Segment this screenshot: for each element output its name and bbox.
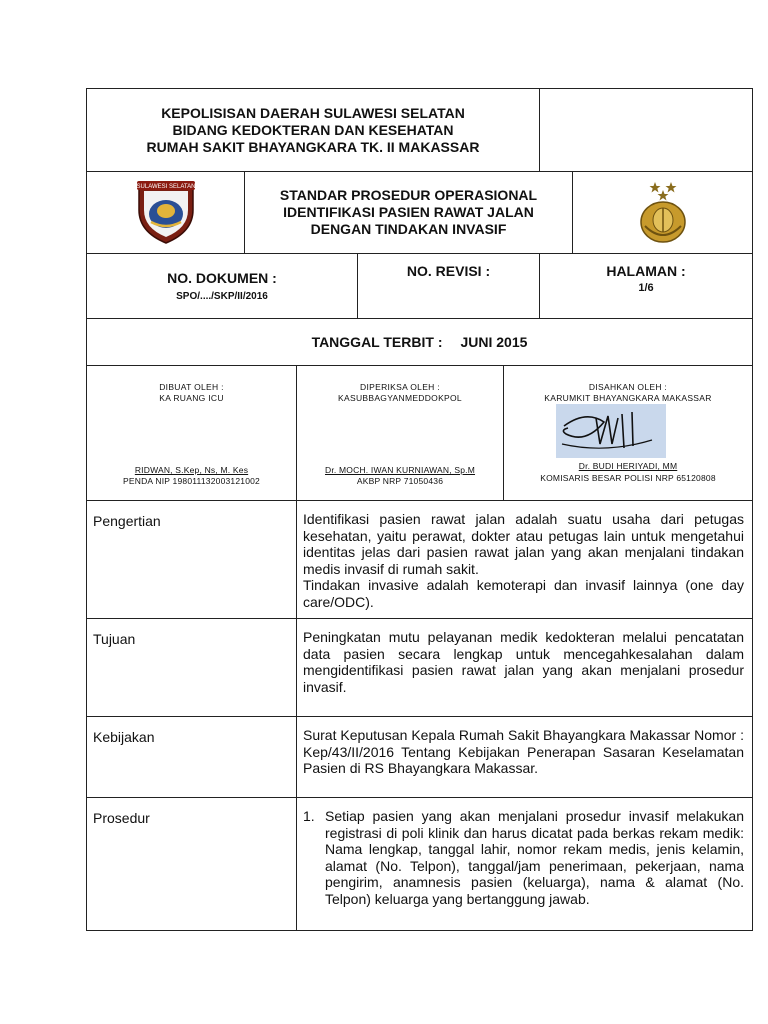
tanggal-label: TANGGAL TERBIT : — [311, 333, 443, 350]
sop-title-line-2: IDENTIFIKASI PASIEN RAWAT JALAN — [283, 204, 534, 220]
dibuat-id: PENDA NIP 198011132003121002 — [123, 476, 260, 486]
pengertian-text-2: Tindakan invasive adalah kemoterapi dan invasif lainnya (one day care/ODC). — [303, 577, 744, 610]
sop-title-line-1: STANDAR PROSEDUR OPERASIONAL — [279, 187, 538, 203]
prosedur-item-number: 1. — [303, 808, 315, 824]
diperiksa-id: AKBP NRP 71050436 — [356, 476, 444, 486]
dibuat-name: RIDWAN, S.Kep, Ns, M. Kes — [134, 465, 249, 475]
pengertian-label-cell — [86, 500, 297, 619]
org-header-cell — [86, 88, 540, 172]
tanggal-terbit-cell — [86, 318, 753, 366]
dibuat-label: DIBUAT OLEH : — [159, 382, 224, 392]
tujuan-label: Tujuan — [93, 631, 136, 647]
prosedur-list-item — [303, 808, 744, 907]
tanggal-value: JUNI 2015 — [460, 333, 528, 350]
disahkan-id: KOMISARIS BESAR POLISI NRP 65120808 — [540, 473, 716, 483]
pengertian-label: Pengertian — [93, 513, 161, 529]
kebijakan-content-cell — [296, 716, 753, 798]
no-revisi-label: NO. REVISI : — [406, 263, 491, 279]
kebijakan-text: Surat Keputusan Kepala Rumah Sakit Bhayangkara Makassar Nomor : Kep/43/II/2016 Tentang Kebijakan Penerapan Sasaran Keselamatan Pasien di RS Bhayangkara Makassar. — [303, 727, 744, 776]
diperiksa-name: Dr. MOCH. IWAN KURNIAWAN, Sp.M — [324, 465, 476, 475]
diperiksa-role: KASUBBAGYANMEDDOKPOL — [338, 393, 462, 403]
sulsel-police-emblem-icon — [135, 180, 197, 246]
signature-diperiksa-cell — [296, 365, 504, 501]
tujuan-label-cell — [86, 618, 297, 717]
signature-disahkan-cell — [503, 365, 753, 501]
pengertian-text-1: Identifikasi pasien rawat jalan adalah suatu usaha dari petugas kesehatan, yaitu perawat, dokter atau petugas lain untuk mengetahui identitas jelas dari pasien rawat jalan yang akan menjalani tindakan medis invasif di rumah sakit. — [303, 511, 744, 577]
halaman-label: HALAMAN : — [606, 263, 686, 279]
disahkan-role: KARUMKIT BHAYANGKARA MAKASSAR — [544, 393, 712, 403]
dibuat-role: KA RUANG ICU — [159, 393, 224, 403]
no-revisi-cell — [357, 253, 540, 319]
no-dokumen-cell — [86, 253, 358, 319]
halaman-value: 1/6 — [638, 282, 654, 294]
kebijakan-label: Kebijakan — [93, 729, 155, 745]
prosedur-label: Prosedur — [93, 810, 150, 826]
prosedur-content-cell — [296, 797, 753, 931]
pengertian-content-cell — [296, 500, 753, 619]
diperiksa-label: DIPERIKSA OLEH : — [360, 382, 440, 392]
prosedur-label-cell — [86, 797, 297, 931]
sop-title-cell — [244, 171, 573, 254]
org-line-1: KEPOLISISAN DAERAH SULAWESI SELATAN — [161, 104, 465, 121]
header-blank-cell — [539, 88, 753, 172]
disahkan-label: DISAHKAN OLEH : — [588, 382, 668, 392]
kebijakan-label-cell — [86, 716, 297, 798]
regional-logo-cell — [86, 171, 245, 254]
disahkan-name: Dr. BUDI HERIYADI, MM — [578, 461, 678, 471]
tujuan-content-cell — [296, 618, 753, 717]
signature-dibuat-cell — [86, 365, 297, 501]
police-emblem-cell — [572, 171, 753, 254]
no-dokumen-value: SPO/..../SKP/II/2016 — [176, 291, 268, 302]
logo-label: SULAWESI SELATAN — [136, 183, 195, 190]
tujuan-text: Peningkatan mutu pelayanan medik kedokteran melalui pencatatan data pasien secara lengkap untuk mencegahkesalahan dalam mengidentifikasi pasien rawat jalan yang akan menjalani prosedur invasif. — [303, 629, 744, 695]
sop-title-line-3: DENGAN TINDAKAN INVASIF — [310, 221, 507, 237]
halaman-cell — [539, 253, 753, 319]
handwritten-signature-icon — [556, 404, 666, 458]
no-dokumen-label: NO. DOKUMEN : — [167, 270, 277, 286]
org-line-2: BIDANG KEDOKTERAN DAN KESEHATAN — [172, 121, 454, 138]
police-star-emblem-icon — [633, 180, 693, 246]
org-line-3: RUMAH SAKIT BHAYANGKARA TK. II MAKASSAR — [146, 138, 480, 155]
prosedur-item-text: Setiap pasien yang akan menjalani prosedur invasif melakukan registrasi di poli klinik dan harus dicatat pada berkas rekam medik: Nama lengkap, tanggal lahir, nomor rekam medis, jenis kelamin, alamat (No. Telpon), tanggal/jam penerimaan, pekerjaan, nama pengirim, anamnesis pasien (keluarga), nama & alamat (No. Telpon) keluarga yang bertanggung jawab. — [325, 808, 744, 907]
